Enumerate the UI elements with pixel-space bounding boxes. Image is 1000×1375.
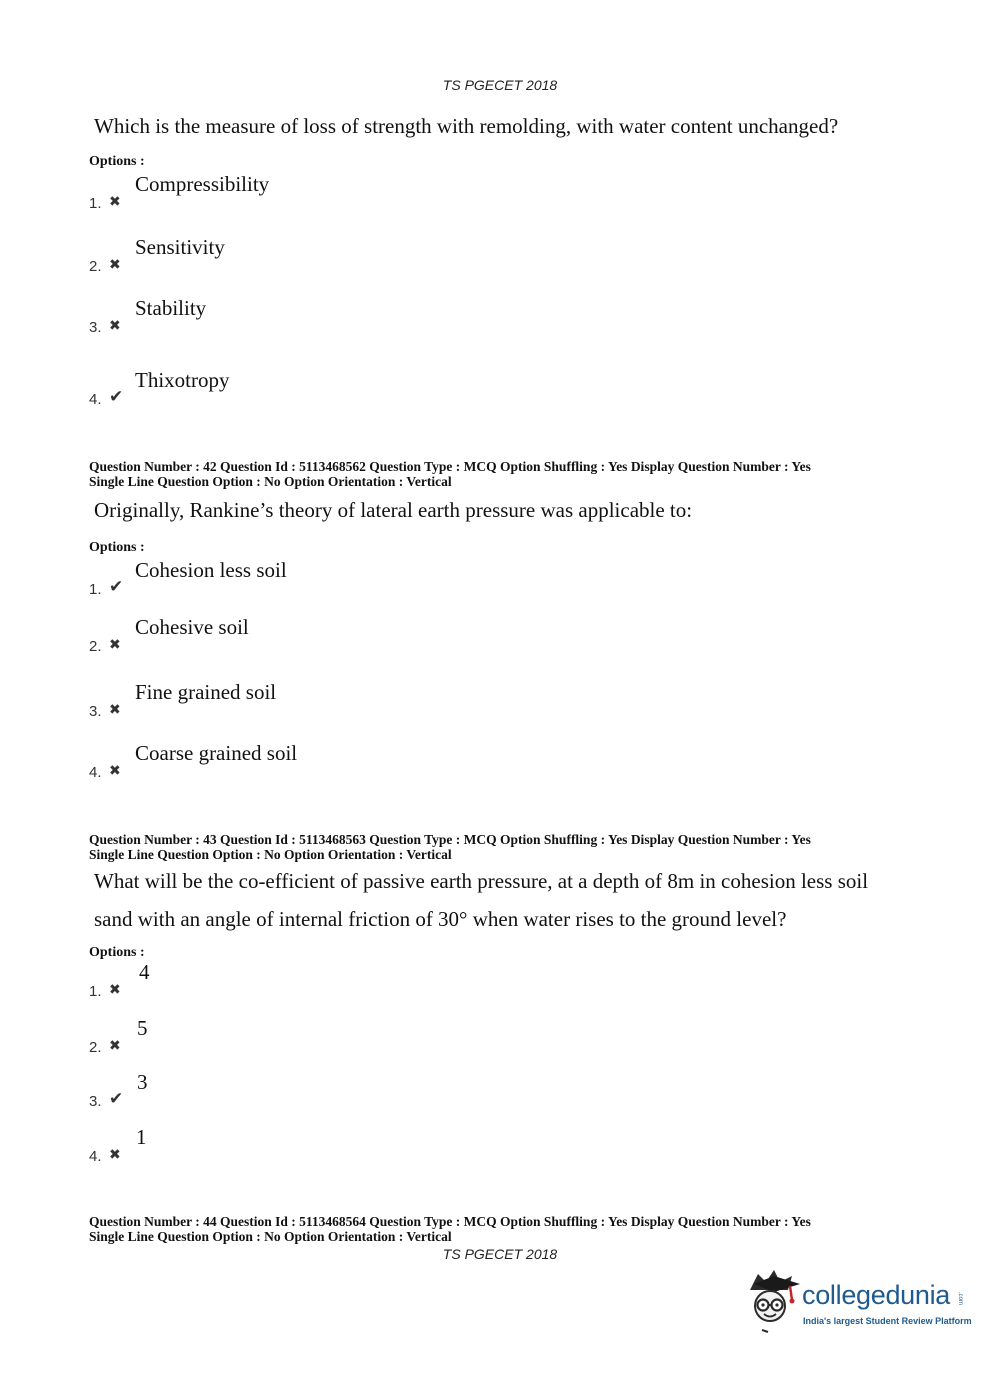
correct-mark-icon: ✔ bbox=[109, 577, 124, 597]
q44-meta-line1: Question Number : 44 Question Id : 5113468564 Question Type : MCQ Option Shuffling : Yes Display Question Number : Yes bbox=[89, 1214, 811, 1229]
q43-question-text bbox=[94, 862, 954, 938]
q42-option-2 bbox=[89, 615, 689, 655]
option-text: 5 bbox=[137, 1016, 148, 1040]
option-text: Cohesion less soil bbox=[135, 558, 287, 582]
option-text: Compressibility bbox=[135, 172, 270, 196]
correct-mark-icon: ✔ bbox=[109, 387, 124, 407]
q41-question-text: Which is the measure of loss of strength with remolding, with water content unchanged? bbox=[94, 114, 839, 138]
option-text: Coarse grained soil bbox=[135, 741, 298, 765]
option-number: 2. bbox=[89, 258, 102, 275]
logo-wordmark: collegedunia bbox=[802, 1280, 951, 1310]
q41-option-4 bbox=[89, 368, 689, 408]
wrong-mark-icon: ✖ bbox=[109, 1038, 121, 1054]
wrong-mark-icon: ✖ bbox=[109, 257, 121, 273]
q43-meta-line2: Single Line Question Option : No Option Orientation : Vertical bbox=[89, 847, 452, 862]
page-header: TS PGECET 2018 bbox=[442, 77, 558, 93]
q41-option-1 bbox=[89, 172, 689, 212]
q43-meta bbox=[89, 832, 969, 862]
q41-option-3 bbox=[89, 296, 689, 336]
option-number: 2. bbox=[89, 638, 102, 655]
option-number: 3. bbox=[89, 319, 102, 336]
mascot-icon bbox=[744, 1268, 802, 1336]
q43-option-1 bbox=[89, 960, 689, 1000]
q43-option-2 bbox=[89, 1016, 689, 1056]
q42-meta-line1: Question Number : 42 Question Id : 5113468562 Question Type : MCQ Option Shuffling : Yes Display Question Number : Yes bbox=[89, 459, 811, 474]
q43-question-line1: What will be the co-efficient of passive earth pressure, at a depth of 8m in cohesion less soil bbox=[94, 869, 869, 893]
option-number: 1. bbox=[89, 195, 102, 212]
logo-domain-suffix: .com bbox=[957, 1292, 963, 1306]
q43-option-4 bbox=[89, 1125, 689, 1165]
option-number: 4. bbox=[89, 764, 102, 781]
collegedunia-logo bbox=[744, 1268, 974, 1338]
option-text: Sensitivity bbox=[135, 235, 225, 259]
q44-meta bbox=[89, 1214, 969, 1244]
option-text: 1 bbox=[136, 1125, 147, 1149]
option-number: 2. bbox=[89, 1039, 102, 1056]
wrong-mark-icon: ✖ bbox=[109, 763, 121, 779]
q42-option-4 bbox=[89, 741, 689, 781]
option-number: 4. bbox=[89, 1148, 102, 1165]
wrong-mark-icon: ✖ bbox=[109, 318, 121, 334]
option-number: 3. bbox=[89, 1093, 102, 1110]
q42-option-3 bbox=[89, 680, 689, 720]
q42-meta bbox=[89, 459, 969, 489]
option-number: 4. bbox=[89, 391, 102, 408]
wrong-mark-icon: ✖ bbox=[109, 1147, 121, 1163]
wrong-mark-icon: ✖ bbox=[109, 982, 121, 998]
q42-question-text: Originally, Rankine’s theory of lateral earth pressure was applicable to: bbox=[94, 498, 693, 522]
wrong-mark-icon: ✖ bbox=[109, 702, 121, 718]
option-text: 4 bbox=[139, 960, 150, 984]
correct-mark-icon: ✔ bbox=[109, 1089, 124, 1109]
q43-question-line2: sand with an angle of internal friction of 30° when water rises to the ground level? bbox=[94, 907, 787, 931]
option-text: Cohesive soil bbox=[135, 615, 249, 639]
q42-option-1 bbox=[89, 558, 689, 598]
q41-option-2 bbox=[89, 235, 689, 275]
option-number: 3. bbox=[89, 703, 102, 720]
option-text: Fine grained soil bbox=[135, 680, 277, 704]
wrong-mark-icon: ✖ bbox=[109, 637, 121, 653]
logo-tagline: India's largest Student Review Platform bbox=[803, 1316, 972, 1326]
q43-options-label: Options : bbox=[89, 945, 145, 960]
q44-meta-line2: Single Line Question Option : No Option Orientation : Vertical bbox=[89, 1229, 452, 1244]
option-text: Stability bbox=[135, 296, 207, 320]
q42-options-label: Options : bbox=[89, 540, 145, 555]
q43-option-3 bbox=[89, 1070, 689, 1110]
option-number: 1. bbox=[89, 581, 102, 598]
q42-meta-line2: Single Line Question Option : No Option Orientation : Vertical bbox=[89, 474, 452, 489]
option-text: 3 bbox=[137, 1070, 148, 1094]
option-text: Thixotropy bbox=[135, 368, 230, 392]
q43-meta-line1: Question Number : 43 Question Id : 5113468563 Question Type : MCQ Option Shuffling : Yes Display Question Number : Yes bbox=[89, 832, 811, 847]
wrong-mark-icon: ✖ bbox=[109, 194, 121, 210]
q41-options-label: Options : bbox=[89, 154, 145, 169]
option-number: 1. bbox=[89, 983, 102, 1000]
page-footer: TS PGECET 2018 bbox=[442, 1246, 558, 1262]
